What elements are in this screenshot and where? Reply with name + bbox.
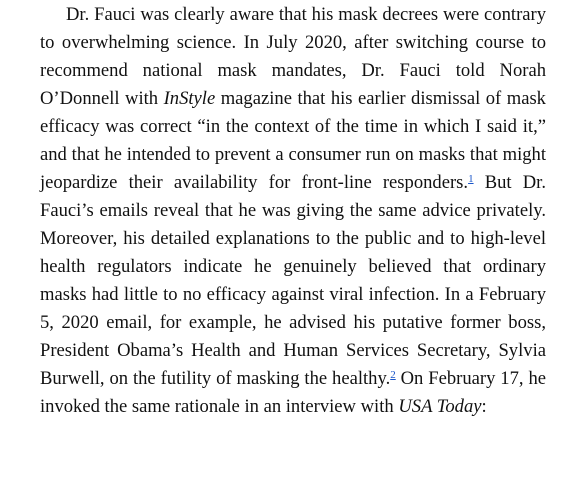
paragraph-text: magazine that his earlier dismissal of mask efficacy was correct “in the context of the time in which I said it,” and that he intended to prevent a consumer run on masks that might jeopardize their availability for front-line responders. [40,88,546,193]
paragraph-text: But Dr. Fauci’s emails reveal that he was giving the same advice privately. Moreover, his detailed explanations to the public and to high-level health regulators indicate he genuinely believed that ordinary masks had little to no efficacy against viral infection. In a February 5, 2020 email, for example, he advised his putative former boss, President Obama’s Health and Human Services Secretary, Sylvia Burwell, on the futility of masking the healthy. [40,172,546,389]
body-paragraph [40,1,546,421]
publication-title-instyle: InStyle [163,88,216,109]
paragraph-text: : [481,396,487,417]
paragraph-text: Dr. Fauci was clearly aware that his mask decrees were contrary to overwhelming science. In July 2020, after switching course to recommend national mask mandates, Dr. Fauci told Norah O’Donnell with [40,4,546,109]
footnote-link-2[interactable]: 2 [390,369,396,381]
paragraph-text: On February 17, he invoked the same rationale in an interview with [40,368,546,417]
publication-title-usa-today: USA Today [398,396,482,417]
footnote-link-1[interactable]: 1 [468,173,474,185]
